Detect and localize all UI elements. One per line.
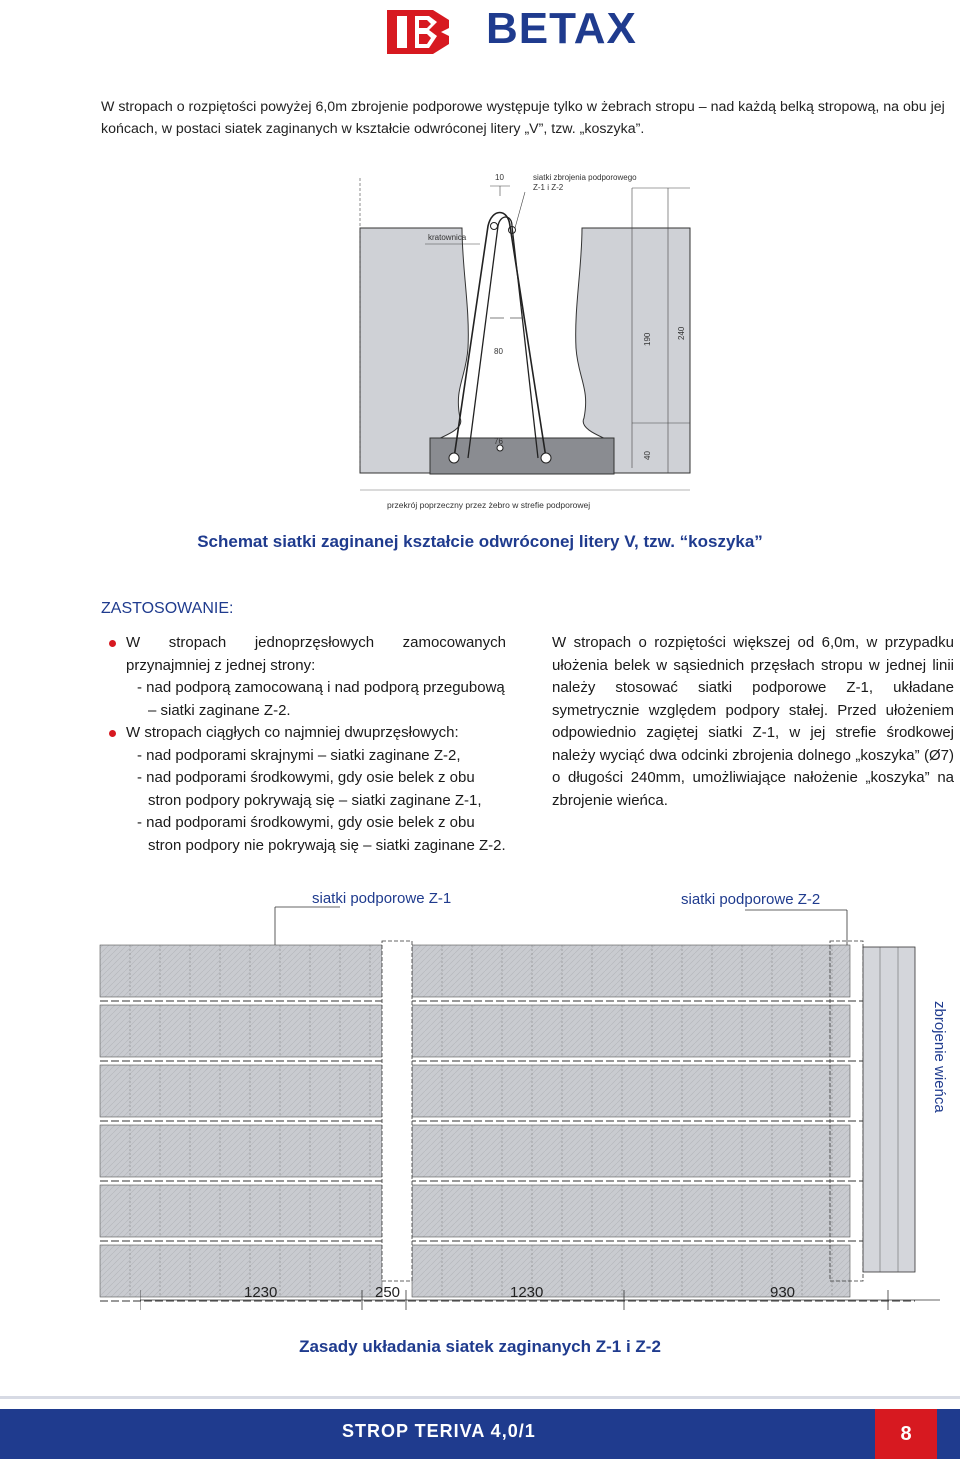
list-subitem: - nad podporami środkowymi, gdy osie belek z obu stron podpory nie pokrywają się – siatki zaginane Z-2. bbox=[137, 814, 506, 854]
dim-930: 930 bbox=[770, 1284, 796, 1301]
dim-top: 10 bbox=[495, 173, 504, 182]
block-row bbox=[100, 1005, 382, 1057]
right-column-text: W stropach o rozpiętości większej od 6,0m, w przypadku ułożenia belek w sąsiednich przęsłach stropu w jednej linii należy stosować siatki podporowe Z-1, układane symetrycznie względem podpory stałej. Przed ułożeniem odpowiednio zagiętej siatki Z-1, w jej strefie środkowej należy wyciąć dwa odcinki zbrojenia dolnego „koszyka” (Ø7) o długości 240mm, umożliwiające nałożenie „koszyka” na zbrojenie wieńca. bbox=[552, 634, 954, 809]
dim-76: 76 bbox=[494, 437, 503, 446]
list-item bbox=[101, 722, 506, 745]
label-z1: siatki podporowe Z-1 bbox=[312, 890, 452, 907]
dim-80: 80 bbox=[494, 347, 503, 356]
cross-section-diagram bbox=[350, 168, 700, 528]
intro-paragraph: W stropach o rozpiętości powyżej 6,0m zbrojenie podporowe występuje tylko w żebrach stropu – nad każdą belką stropową, na obu jej końcach, w postaci siatek zaginanych w kształcie odwróconej litery „V”, tzw. „koszyka”. bbox=[101, 99, 945, 137]
label-mesh-line1: siatki zbrojenia podporowego bbox=[533, 173, 637, 182]
page-number: 8 bbox=[875, 1409, 937, 1459]
floor-plan-diagram bbox=[95, 905, 960, 1315]
dim-1230-left: 1230 bbox=[244, 1284, 278, 1301]
plan-dimensions bbox=[140, 1280, 960, 1320]
footer-divider bbox=[0, 1396, 960, 1399]
dim-1230-right: 1230 bbox=[510, 1284, 544, 1301]
bullet-icon bbox=[109, 640, 116, 647]
section-caption: przekrój poprzeczny przez żebro w strefie podporowej bbox=[387, 500, 591, 510]
mesh-z1 bbox=[382, 941, 412, 1281]
list-item-text: W stropach ciągłych co najmniej dwuprzęsłowych: bbox=[126, 724, 459, 741]
dim-240: 240 bbox=[677, 326, 686, 340]
list-subitem: - nad podporami skrajnymi – siatki zaginane Z-2, bbox=[137, 746, 461, 764]
block-row bbox=[412, 1065, 850, 1117]
block-row bbox=[100, 1185, 382, 1237]
list-subitem: - nad podporami środkowymi, gdy osie belek z obu stron podpory pokrywają się – siatki zaginane Z-1, bbox=[137, 769, 482, 809]
plan-caption: Zasady układania siatek zaginanych Z-1 i Z-2 bbox=[299, 1337, 661, 1356]
left-column bbox=[101, 632, 506, 857]
block-row bbox=[412, 1005, 850, 1057]
diagram-caption: Schemat siatki zaginanej kształcie odwróconej litery V, tzw. “koszyka” bbox=[197, 532, 763, 551]
block-row bbox=[412, 1185, 850, 1237]
block-row bbox=[412, 945, 850, 997]
list-item-text: W stropach jednoprzęsłowych zamocowanych przynajmniej z jednej strony: bbox=[126, 634, 506, 674]
bullet-icon bbox=[109, 730, 116, 737]
label-z2: siatki podporowe Z-2 bbox=[681, 891, 821, 908]
label-truss: kratownica bbox=[428, 233, 467, 242]
block-row bbox=[100, 1125, 382, 1177]
dim-40: 40 bbox=[643, 451, 652, 460]
label-rim: zbrojenie wieńca bbox=[931, 1001, 948, 1113]
brand-name: BETAX bbox=[486, 4, 637, 53]
dim-250: 250 bbox=[375, 1284, 401, 1301]
section-heading: ZASTOSOWANIE: bbox=[101, 600, 234, 617]
list-subitem: - nad podporą zamocowaną i nad podporą przegubową – siatki zaginane Z-2. bbox=[137, 679, 505, 719]
block-row bbox=[412, 1125, 850, 1177]
label-mesh-line2: Z-1 i Z-2 bbox=[533, 183, 564, 192]
block-row bbox=[100, 1065, 382, 1117]
footer-title: STROP TERIVA 4,0/1 bbox=[342, 1421, 536, 1441]
list-item bbox=[101, 632, 506, 677]
block-row bbox=[100, 945, 382, 997]
dim-190: 190 bbox=[643, 332, 652, 346]
